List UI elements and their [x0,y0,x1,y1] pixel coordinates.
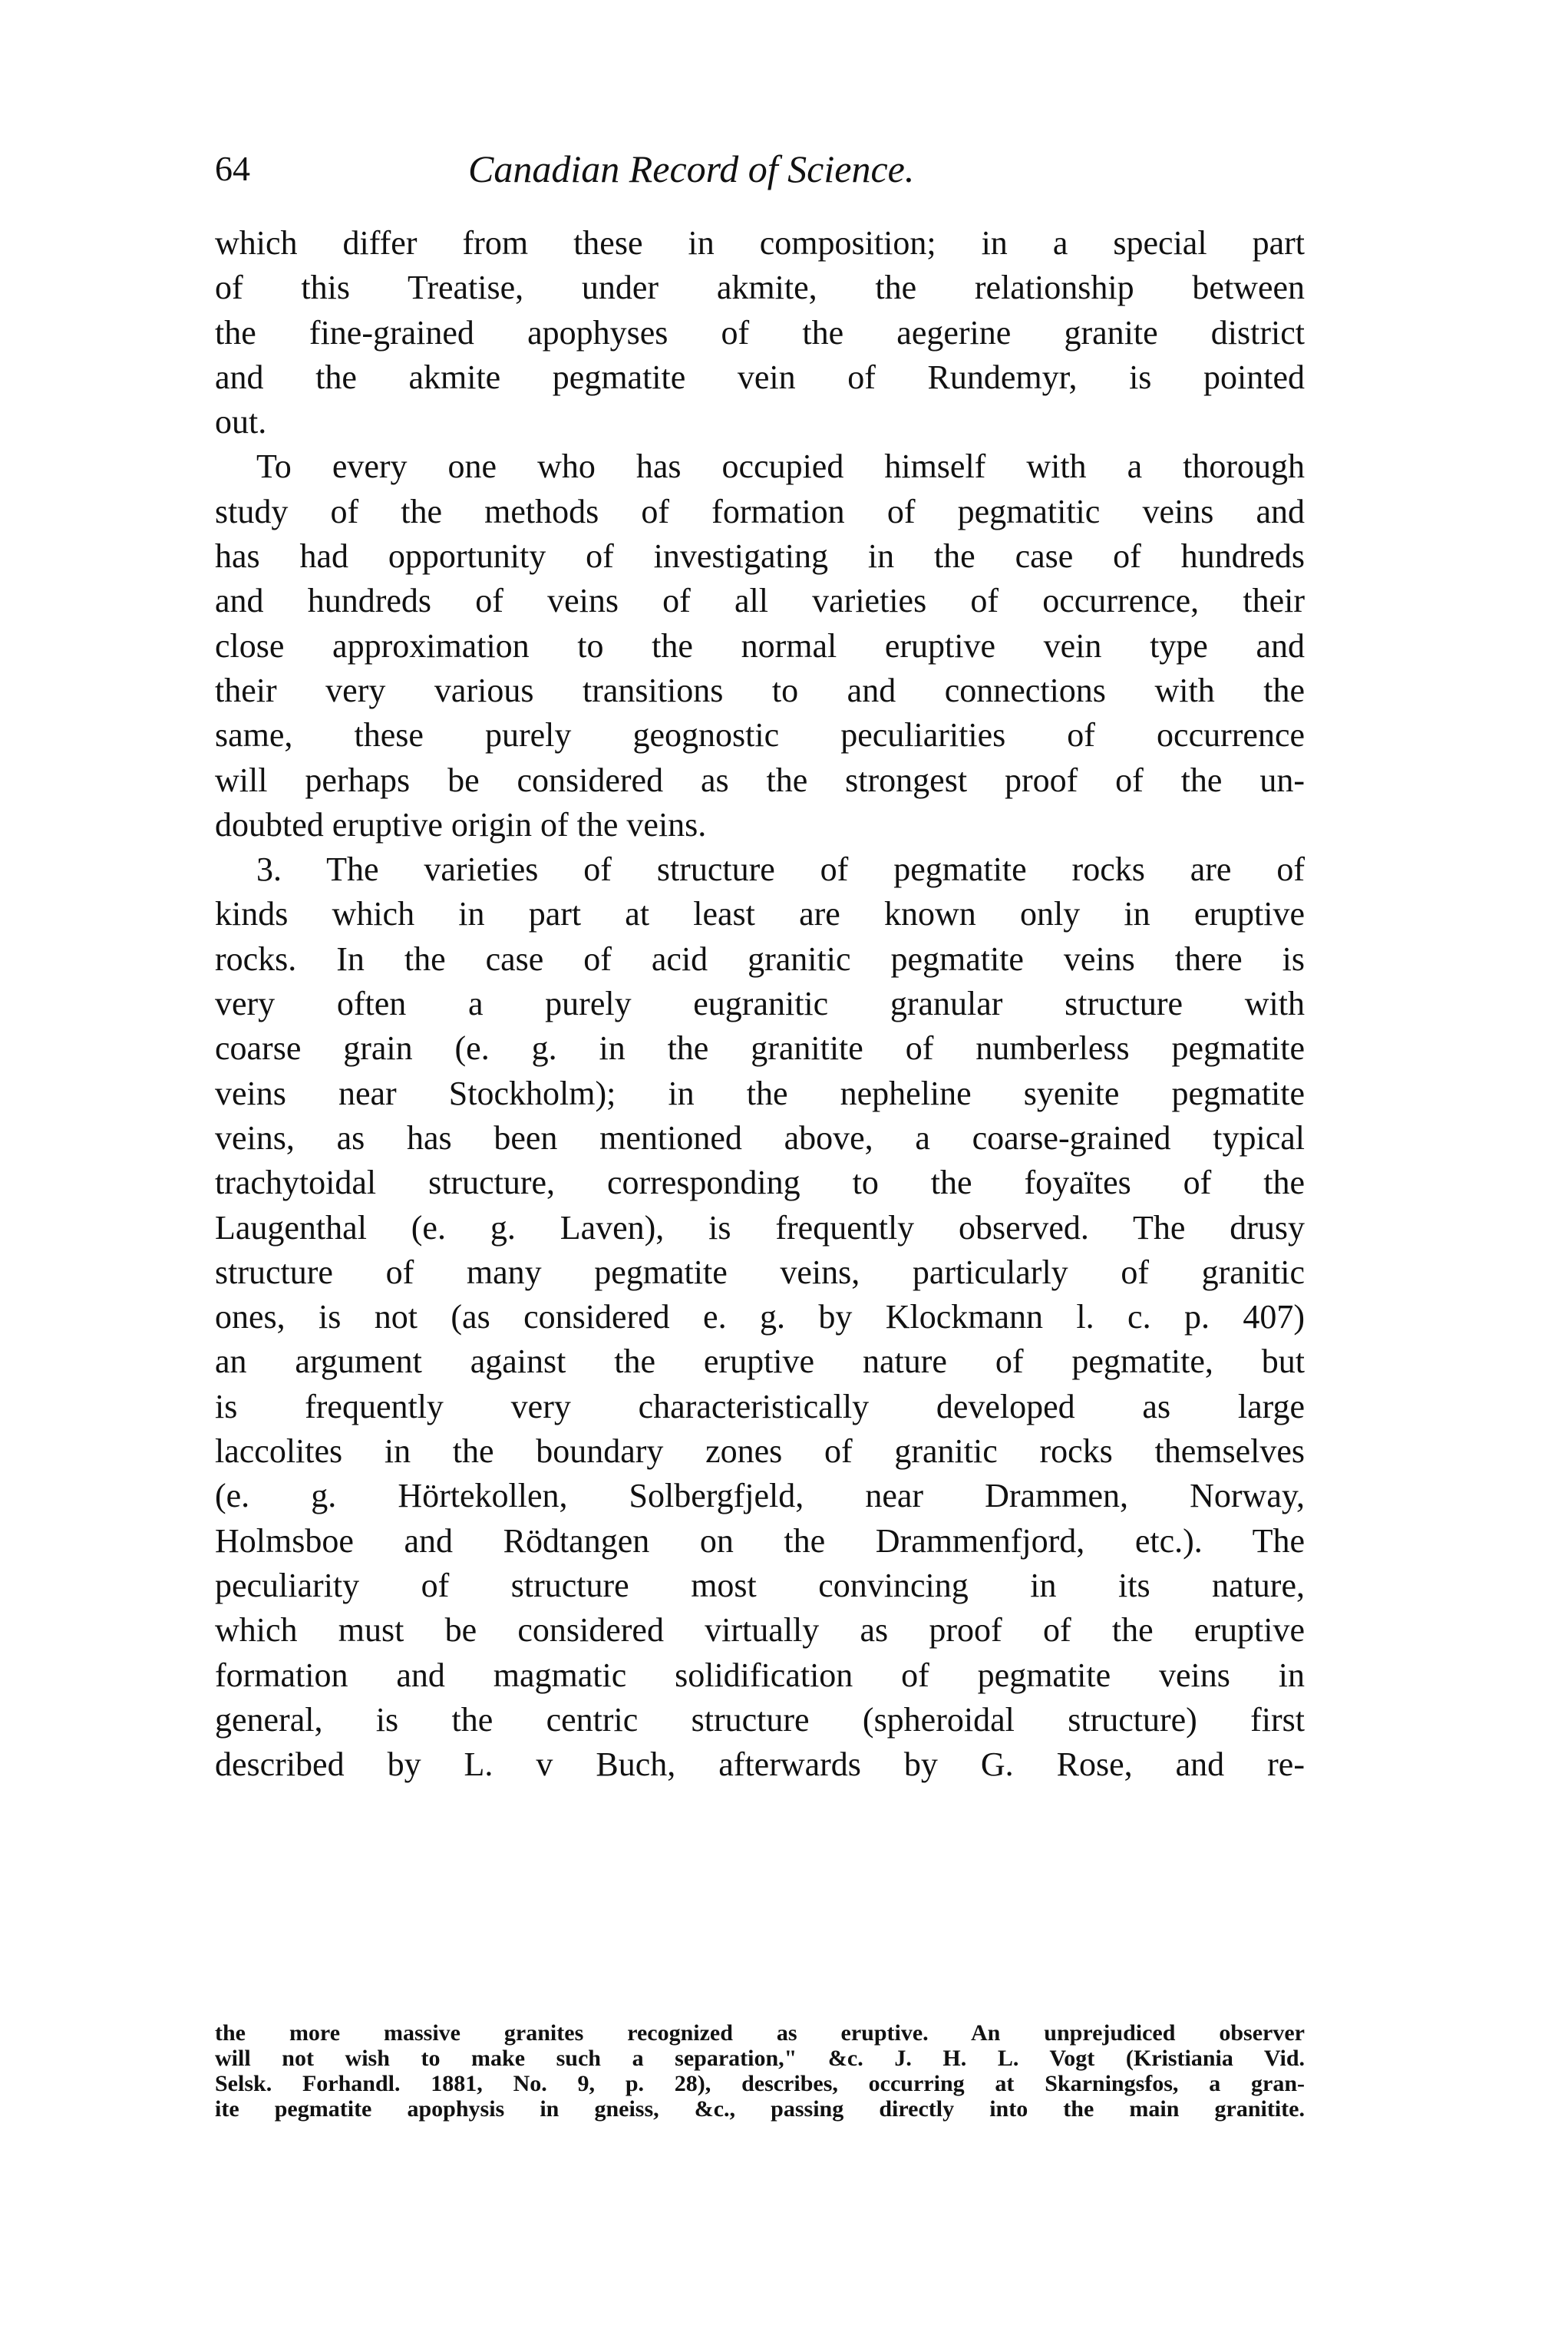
footnote-line: the more massive granites recognized as eruptive. An unprejudiced observer [215,2020,1305,2046]
footnote [215,2020,1305,2122]
text-line: same, these purely geognostic peculiarities of occurrence [215,716,1305,755]
text-line: which must be considered virtually as proof of the eruptive [215,1611,1305,1650]
text-line: described by L. v Buch, afterwards by G. Rose, and re- [215,1745,1305,1784]
text-line: general, is the centric structure (spheroidal structure) first [215,1700,1305,1739]
footnote-line: ite pegmatite apophysis in gneiss, &c., passing directly into the main granitite. [215,2096,1305,2122]
footnote-line: will not wish to make such a separation," &c. J. H. L. Vogt (Kristiania Vid. [215,2046,1305,2071]
text-line: formation and magmatic solidification of pegmatite veins in [215,1656,1305,1694]
text-line: trachytoidal structure, corresponding to the foyaïtes of the [215,1164,1305,1202]
text-line: ones, is not (as considered e. g. by Klockmann l. c. p. 407) [215,1298,1305,1336]
text-line: laccolites in the boundary zones of granitic rocks themselves [215,1432,1305,1471]
text-line: 3. The varieties of structure of pegmatite rocks are of [256,850,1305,889]
journal-title: Canadian Record of Science. [468,147,915,190]
text-line: out. [215,403,267,441]
footnote-line: Selsk. Forhandl. 1881, No. 9, p. 28), describes, occurring at Skarningsfos, a gran- [215,2071,1305,2096]
text-line: rocks. In the case of acid granitic pegmatite veins there is [215,940,1305,978]
text-line: will perhaps be considered as the strongest proof of the un- [215,761,1305,799]
text-line: kinds which in part at least are known only in eruptive [215,895,1305,933]
text-line: Holmsboe and Rödtangen on the Drammenfjord, etc.). The [215,1521,1305,1560]
page-number: 64 [215,149,250,188]
text-line: which differ from these in composition; in a special part [215,224,1305,262]
text-line: an argument against the eruptive nature of pegmatite, but [215,1342,1305,1381]
text-line: study of the methods of formation of pegmatitic veins and [215,492,1305,530]
text-line: and the akmite pegmatite vein of Rundemyr, is pointed [215,358,1305,396]
text-line: very often a purely eugranitic granular structure with [215,985,1305,1023]
text-line: (e. g. Hörtekollen, Solbergfjeld, near Drammen, Norway, [215,1477,1305,1515]
text-line: peculiarity of structure most convincing in its nature, [215,1566,1305,1604]
body-text [215,221,1305,1787]
text-line: has had opportunity of investigating in the case of hundreds [215,537,1305,576]
text-line: their very various transitions to and connections with the [215,671,1305,709]
text-line: the fine-grained apophyses of the aegerine granite district [215,313,1305,352]
text-line: To every one who has occupied himself with a thorough [256,447,1305,486]
text-line: and hundreds of veins of all varieties of occurrence, their [215,582,1305,620]
text-line: structure of many pegmatite veins, particularly of granitic [215,1253,1305,1291]
text-line: close approximation to the normal eruptive vein type and [215,626,1305,665]
text-line: is frequently very characteristically developed as large [215,1387,1305,1425]
text-line: doubted eruptive origin of the veins. [215,805,707,844]
text-line: veins, as has been mentioned above, a coarse-grained typical [215,1118,1305,1157]
text-line: of this Treatise, under akmite, the relationship between [215,269,1305,307]
text-line: Laugenthal (e. g. Laven), is frequently observed. The drusy [215,1208,1305,1247]
text-line: veins near Stockholm); in the nepheline syenite pegmatite [215,1074,1305,1112]
text-line: coarse grain (e. g. in the granitite of numberless pegmatite [215,1029,1305,1068]
running-head [215,146,1320,200]
